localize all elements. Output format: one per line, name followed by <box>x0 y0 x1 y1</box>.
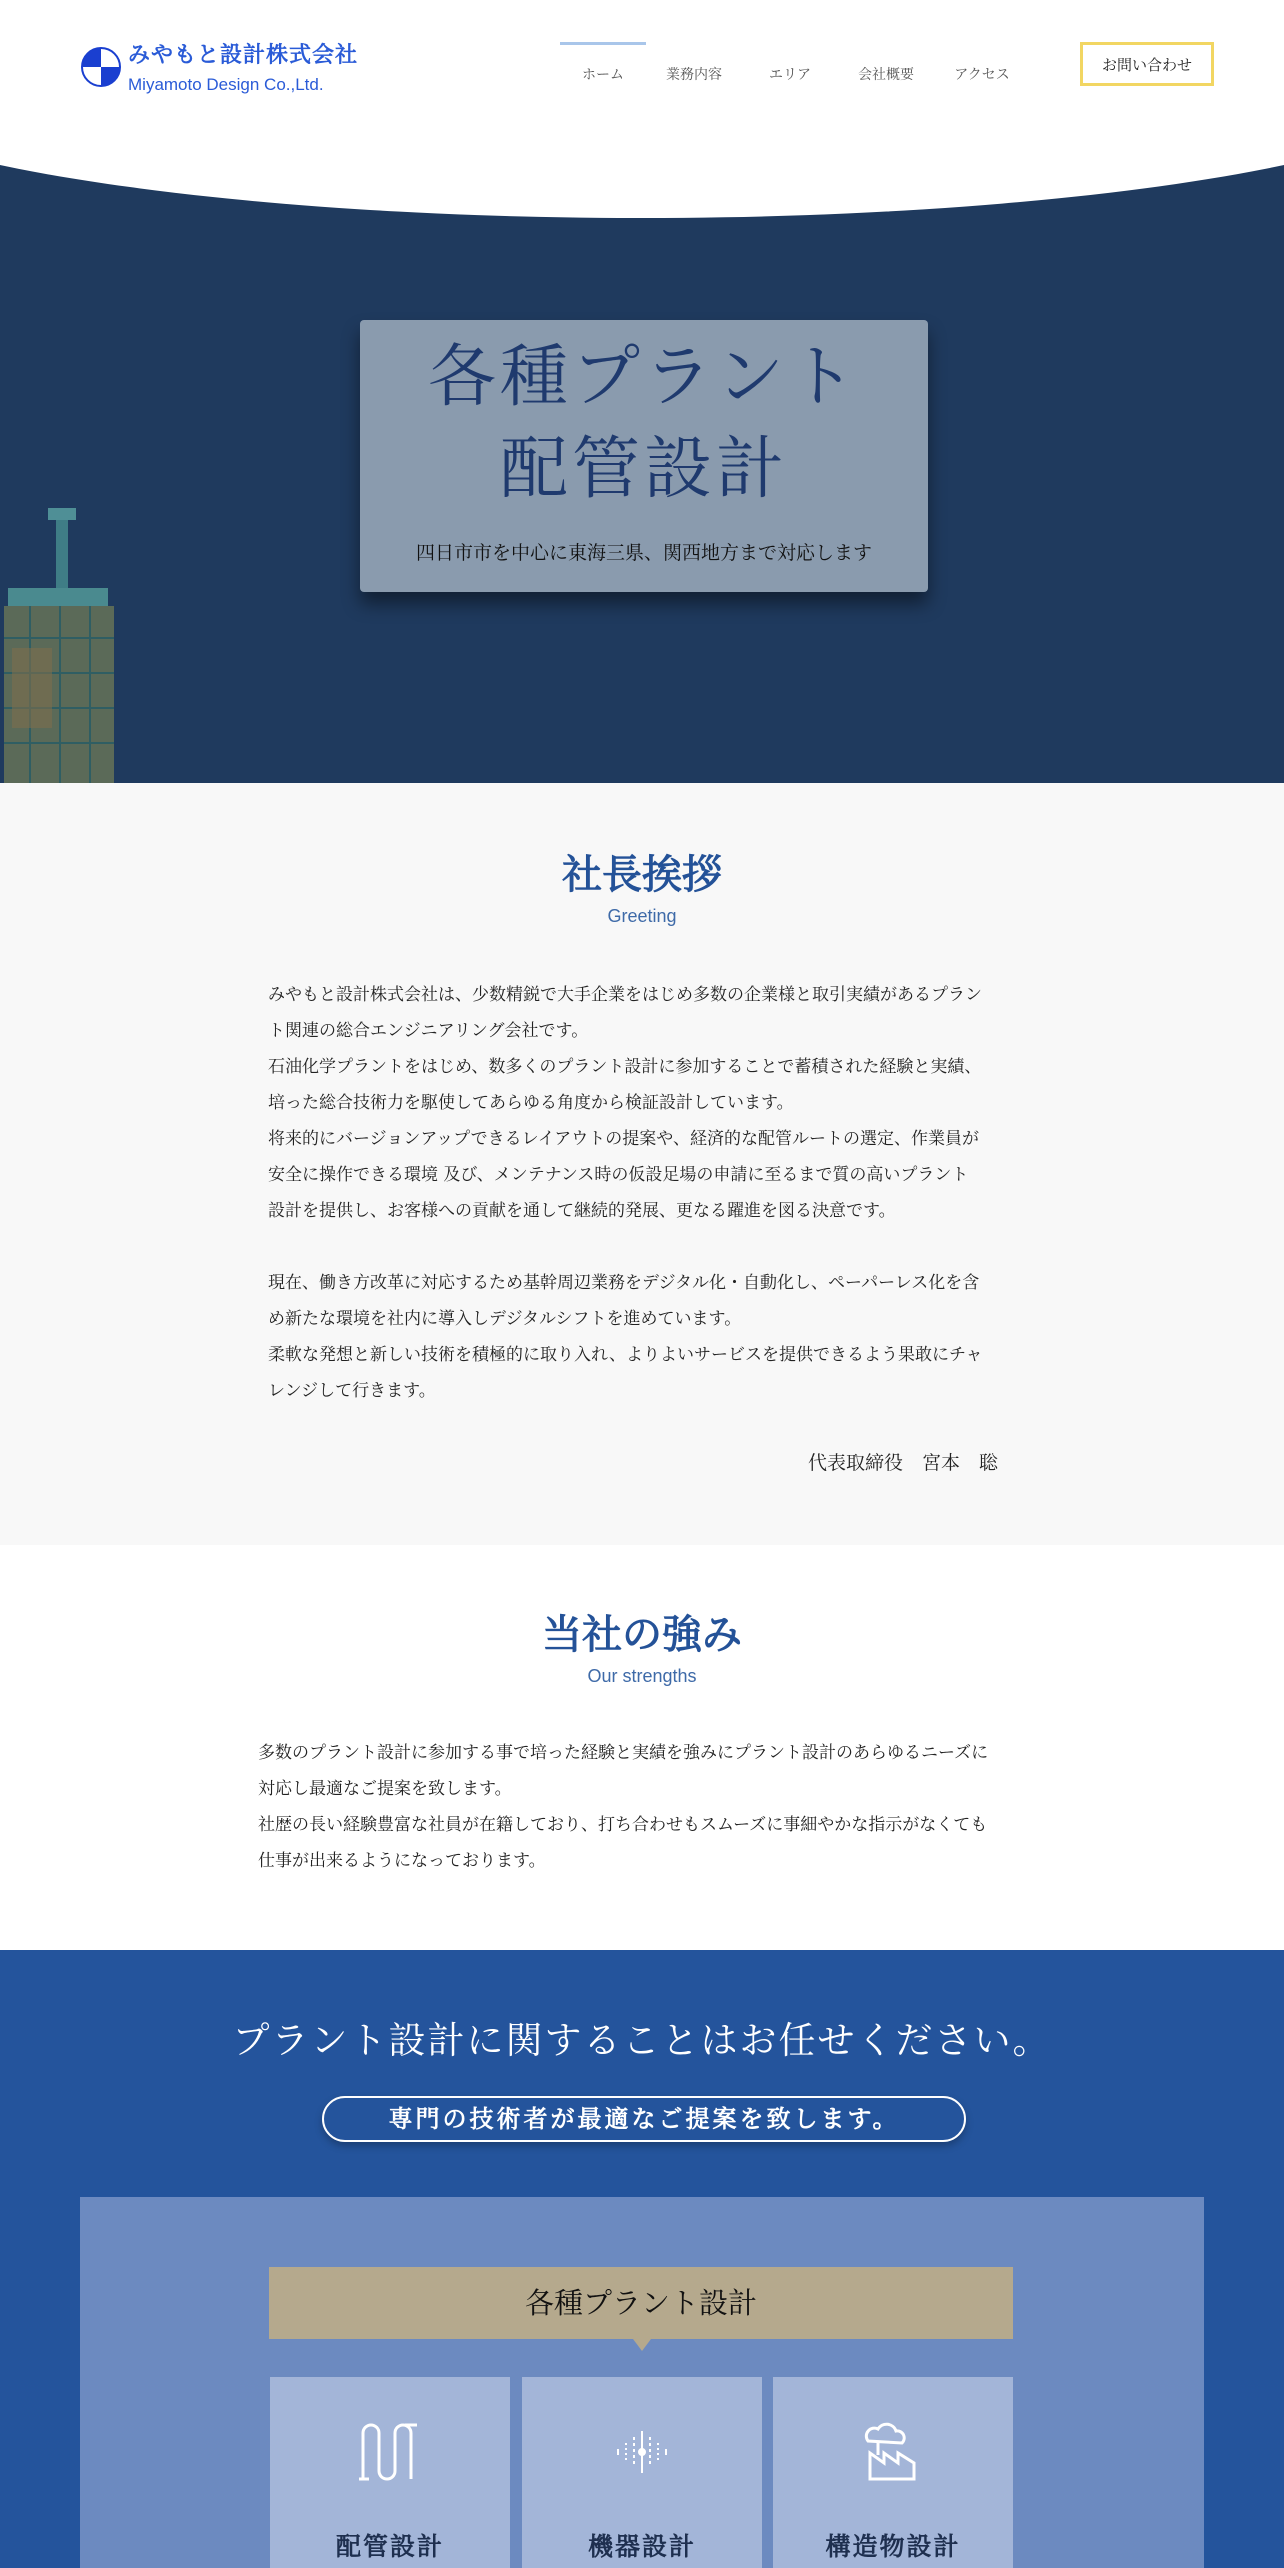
nav-home[interactable]: ホーム <box>560 42 646 102</box>
hero-subtitle: 四日市市を中心に東海三県、関西地方まで対応します <box>415 542 872 564</box>
service-label-equipment: 機器設計 <box>587 2532 696 2561</box>
hero-section <box>0 148 1284 783</box>
service-label-structure: 構造物設計 <box>825 2532 961 2561</box>
main-nav <box>560 42 1030 102</box>
strengths-text <box>258 1735 1038 1879</box>
ceo-signature: 代表取締役 宮本 聡 <box>808 1452 999 1474</box>
hero-title <box>360 320 928 516</box>
strengths-title: 当社の強み <box>542 1611 742 1658</box>
logo-name-jp: みやもと設計株式会社 <box>128 43 359 68</box>
service-card-equipment[interactable] <box>522 2377 762 2568</box>
greeting-line: 現在、働き方改革に対応するため基幹周辺業務をデジタル化・自動化し、ペーパーレス化を含 <box>268 1273 980 1293</box>
services-panel <box>80 2197 1204 2568</box>
service-card-piping[interactable] <box>270 2377 510 2568</box>
plant-design-banner: 各種プラント設計 <box>269 2267 1013 2339</box>
greeting-line: 柔軟な発想と新しい技術を積極的に取り入れ、よりよいサービスを提供できるよう果敢にチャ <box>268 1345 983 1365</box>
services-section <box>0 1950 1284 2568</box>
greeting-section <box>0 783 1284 1545</box>
strengths-line: 仕事が出来るようになっております。 <box>258 1851 546 1871</box>
greeting-line: 培った総合技術力を駆使してあらゆる角度から検証設計しています。 <box>268 1093 794 1113</box>
hero-title-line2: 配管設計 <box>499 430 788 509</box>
nav-company[interactable]: 会社概要 <box>858 67 914 83</box>
greeting-text <box>268 977 1028 1409</box>
logo-name-en: Miyamoto Design Co.,Ltd. <box>128 75 324 94</box>
greeting-line: 設計を提供し、お客様への貢献を通して継続的発展、更なる躍進を図る決意です。 <box>268 1201 896 1221</box>
greeting-line: め新たな環境を社内に導入しデジタルシフトを進めています。 <box>268 1309 742 1329</box>
nav-area[interactable]: エリア <box>769 67 811 83</box>
strengths-line: 対応し最適なご提案を致します。 <box>258 1779 512 1799</box>
greeting-line: みやもと設計株式会社は、少数精鋭で大手企業をはじめ多数の企業様と取引実績があるプラン <box>268 985 982 1005</box>
strengths-line: 社歴の長い経験豊富な社員が在籍しており、打ち合わせもスムーズに事細やかな指示がなくても <box>258 1815 988 1835</box>
pipe-icon <box>355 2417 425 2487</box>
contact-button[interactable]: お問い合わせ <box>1080 42 1214 86</box>
nav-services[interactable]: 業務内容 <box>666 67 722 83</box>
hero-card <box>360 320 928 592</box>
greeting-line: レンジして行きます。 <box>268 1381 436 1401</box>
strengths-line: 多数のプラント設計に参加する事で培った経験と実績を強みにプラント設計のあらゆるニーズに <box>258 1743 989 1763</box>
service-card-structure[interactable] <box>773 2377 1013 2568</box>
service-label-piping: 配管設計 <box>335 2532 444 2561</box>
strengths-section <box>0 1545 1284 1950</box>
services-heading: プラント設計に関することはお任せください。 <box>232 2019 1052 2062</box>
greeting-line: 石油化学プラントをはじめ、数多くのプラント設計に参加することで蓄積された経験と実績、 <box>268 1057 982 1077</box>
strengths-subtitle: Our strengths <box>587 1666 697 1686</box>
greeting-line: 将来的にバージョンアップできるレイアウトの提案や、経済的な配管ルートの選定、作業員が <box>268 1129 979 1149</box>
greeting-subtitle: Greeting <box>607 906 677 926</box>
greeting-line: 安全に操作できる環境 及び、メンテナンス時の仮設足場の申請に至るまで質の高いプラント <box>268 1165 969 1185</box>
equipment-icon <box>607 2417 677 2487</box>
nav-access[interactable]: アクセス <box>954 67 1010 83</box>
hero-title-line1: 各種プラント <box>427 338 860 417</box>
company-logo[interactable] <box>80 38 358 95</box>
quartered-circle-logo-icon <box>80 46 122 88</box>
industrial-tower-image <box>0 498 130 783</box>
site-header <box>0 0 1284 150</box>
hero-curve-divider <box>0 148 1284 218</box>
greeting-title: 社長挨拶 <box>562 851 722 898</box>
factory-icon <box>858 2417 928 2487</box>
services-tagline-pill: 専門の技術者が最適なご提案を致します。 <box>322 2096 966 2142</box>
greeting-line: ト関連の総合エンジニアリング会社です。 <box>268 1021 589 1041</box>
